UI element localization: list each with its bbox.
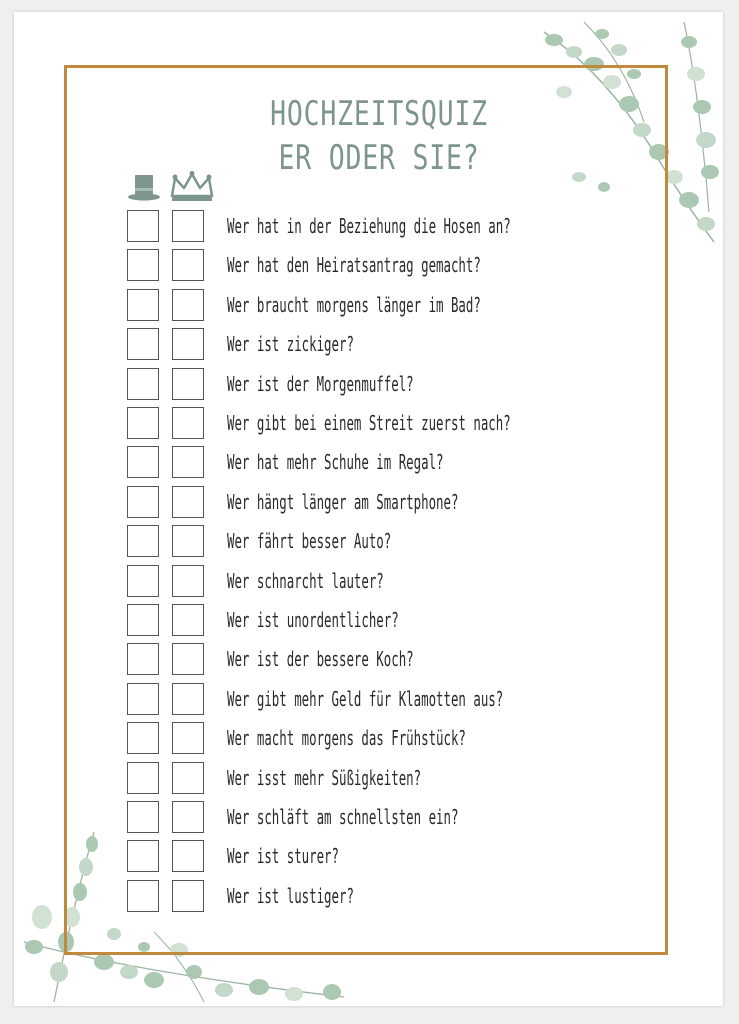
quiz-card [14, 12, 723, 1006]
top-hat-icon [127, 170, 161, 204]
question-text: Wer ist lustiger? [227, 883, 354, 908]
question-row [127, 683, 627, 719]
question-text: Wer hat mehr Schuhe im Regal? [227, 450, 444, 475]
question-text: Wer hat in der Beziehung die Hosen an? [227, 214, 511, 238]
checkbox-sie[interactable] [172, 446, 204, 478]
checkbox-sie[interactable] [172, 328, 204, 360]
question-text: Wer ist der Morgenmuffel? [227, 371, 414, 396]
question-row [127, 407, 627, 443]
question-row [127, 328, 627, 364]
question-row [127, 289, 627, 325]
checkbox-er[interactable] [127, 643, 159, 675]
checkbox-er[interactable] [127, 525, 159, 557]
question-text: Wer ist der bessere Koch? [227, 647, 414, 672]
question-text: Wer ist zickiger? [227, 332, 354, 357]
checkbox-sie[interactable] [172, 840, 204, 872]
checkbox-sie[interactable] [172, 683, 204, 715]
question-row [127, 722, 627, 758]
question-text: Wer gibt bei einem Streit zuerst nach? [227, 411, 511, 435]
checkbox-sie[interactable] [172, 643, 204, 675]
question-row [127, 643, 627, 679]
checkbox-sie[interactable] [172, 486, 204, 518]
question-text: Wer braucht morgens länger im Bad? [227, 292, 481, 317]
checkbox-sie[interactable] [172, 604, 204, 636]
checkbox-er[interactable] [127, 486, 159, 518]
question-row [127, 801, 627, 837]
question-text: Wer gibt mehr Geld für Klamotten aus? [227, 686, 504, 711]
question-row [127, 565, 627, 601]
question-text: Wer hängt länger am Smartphone? [227, 489, 459, 514]
checkbox-sie[interactable] [172, 880, 204, 912]
question-text: Wer schläft am schnellsten ein? [227, 805, 459, 829]
question-row [127, 210, 627, 246]
page-title [250, 92, 507, 180]
checkbox-er[interactable] [127, 762, 159, 794]
title-line-1: HOCHZEITSQUIZ [270, 94, 488, 134]
checkbox-er[interactable] [127, 565, 159, 597]
checkbox-er[interactable] [127, 801, 159, 833]
question-text: Wer hat den Heiratsantrag gemacht? [227, 253, 481, 278]
question-row [127, 525, 627, 561]
question-row [127, 368, 627, 404]
checkbox-sie[interactable] [172, 210, 204, 242]
checkbox-er[interactable] [127, 683, 159, 715]
checkbox-er[interactable] [127, 289, 159, 321]
question-row [127, 446, 627, 482]
question-row [127, 880, 627, 916]
checkbox-er[interactable] [127, 328, 159, 360]
question-row [127, 840, 627, 876]
title-line-2: ER ODER SIE? [278, 138, 480, 178]
question-text: Wer macht morgens das Frühstück? [227, 726, 466, 751]
question-text: Wer isst mehr Süßigkeiten? [227, 765, 422, 790]
checkbox-sie[interactable] [172, 407, 204, 439]
checkbox-sie[interactable] [172, 565, 204, 597]
question-text: Wer schnarcht lauter? [227, 568, 384, 593]
checkbox-er[interactable] [127, 880, 159, 912]
question-row [127, 762, 627, 798]
checkbox-er[interactable] [127, 722, 159, 754]
checkbox-sie[interactable] [172, 722, 204, 754]
checkbox-sie[interactable] [172, 801, 204, 833]
checkbox-sie[interactable] [172, 368, 204, 400]
checkbox-er[interactable] [127, 446, 159, 478]
checkbox-er[interactable] [127, 249, 159, 281]
question-text: Wer ist sturer? [227, 844, 339, 869]
checkbox-sie[interactable] [172, 525, 204, 557]
question-text: Wer fährt besser Auto? [227, 529, 392, 554]
question-row [127, 486, 627, 522]
checkbox-er[interactable] [127, 840, 159, 872]
checkbox-sie[interactable] [172, 249, 204, 281]
checkbox-er[interactable] [127, 407, 159, 439]
checkbox-er[interactable] [127, 210, 159, 242]
crown-icon [169, 170, 215, 204]
checkbox-sie[interactable] [172, 289, 204, 321]
checkbox-sie[interactable] [172, 762, 204, 794]
checkbox-er[interactable] [127, 368, 159, 400]
question-row [127, 604, 627, 640]
checkbox-er[interactable] [127, 604, 159, 636]
question-row [127, 249, 627, 285]
question-text: Wer ist unordentlicher? [227, 608, 399, 632]
